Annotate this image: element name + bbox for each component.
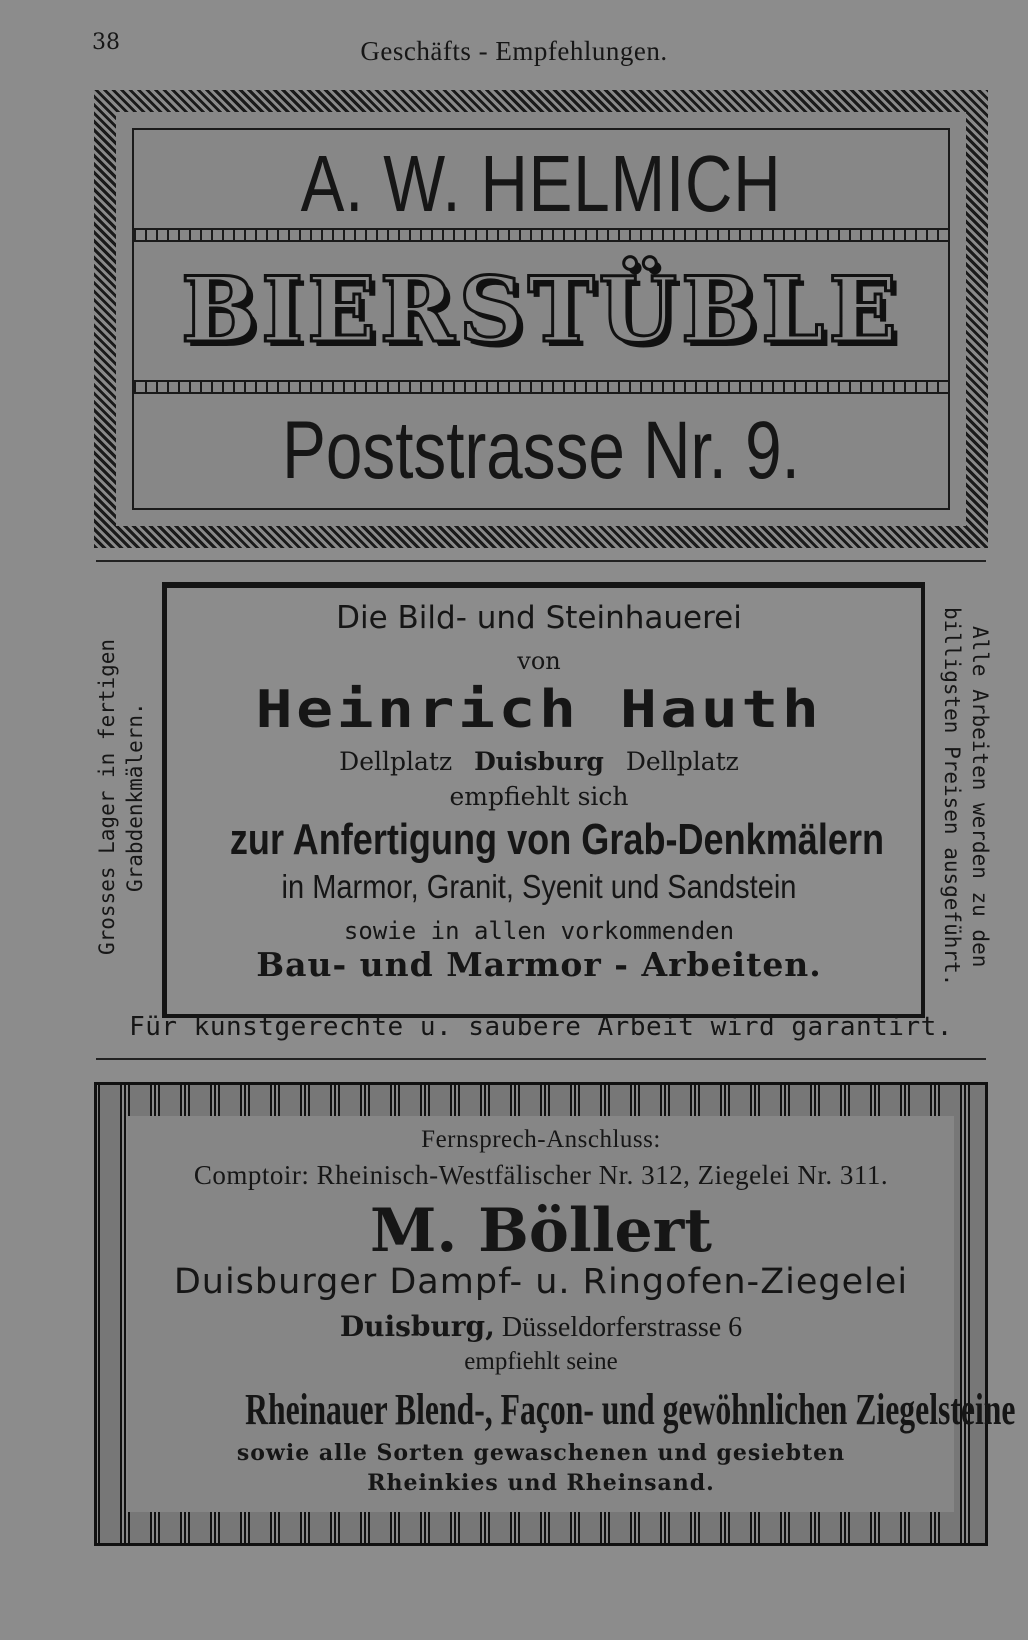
boellert-products: Rheinauer Blend-, Façon- und gewöhnlichen Ziegelsteine [245,1385,1016,1434]
hauth-works: Bau- und Marmor - Arbeiten. [256,945,822,984]
hauth-side-text-left-1: Grosses Lager in fertigen [95,638,119,956]
hauth-recommends: empfiehlt sich [449,782,629,811]
helmich-advertisement [94,90,988,548]
hauth-address-right: Dellplatz [625,747,739,776]
bierstuble-title: BIERSTÜBLE [181,257,901,363]
hauth-also: sowie in allen vorkommenden [343,917,735,945]
helmich-address: Poststrasse Nr. 9. [282,405,800,496]
boellert-business: Duisburger Dampf- u. Ringofen-Ziegelei [173,1262,909,1302]
hauth-intro: Die Bild- und Steinhauerei [336,600,742,636]
boellert-recommends: empfiehlt seine [464,1348,618,1375]
boellert-phone-numbers: Comptoir: Rheinisch-Westfälischer Nr. 312, Ziegelei Nr. 311. [193,1160,889,1190]
ornamental-rule-top [134,228,948,242]
divider [96,560,986,562]
hauth-guarantee: Für kunstgerechte u. saubere Arbeit wird garantirt. [129,1012,953,1042]
boellert-address [130,1310,952,1344]
hauth-service-headline: zur Anfertigung von Grab-Denkmälern [229,815,885,864]
boellert-street: Düsseldorferstrasse 6 [501,1312,743,1343]
running-head: Geschäfts - Empfehlungen. [360,36,668,66]
helmich-name: A. W. HELMICH [300,139,782,228]
boellert-phone-heading: Fernsprech-Anschluss: [421,1126,661,1153]
hauth-von: von [517,647,561,675]
hauth-address-city: Duisburg [474,747,604,776]
hauth-side-text-left-2: Grabdenkmälern. [123,702,147,892]
boellert-name: M. Böllert [369,1196,712,1266]
hauth-materials: in Marmor, Granit, Syenit und Sandstein [281,868,797,905]
hauth-side-text-right-1: Alle Arbeiten werden zu den [968,626,992,968]
boellert-products-2: sowie alle Sorten gewaschenen und gesiebten [236,1440,846,1466]
ornamental-rule-bottom [134,380,948,394]
boellert-products-3: Rheinkies und Rheinsand. [367,1470,715,1496]
hauth-address [162,747,916,776]
boellert-city: Duisburg, [339,1310,495,1343]
page-number: 38 [92,30,120,55]
hauth-side-text-right-2: billigsten Preisen ausgeführt. [940,607,964,987]
hauth-address-left: Dellplatz [339,747,453,776]
hauth-name: Heinrich Hauth [255,680,823,740]
divider [96,1058,986,1060]
hauth-right-sidebar [928,582,1008,1012]
